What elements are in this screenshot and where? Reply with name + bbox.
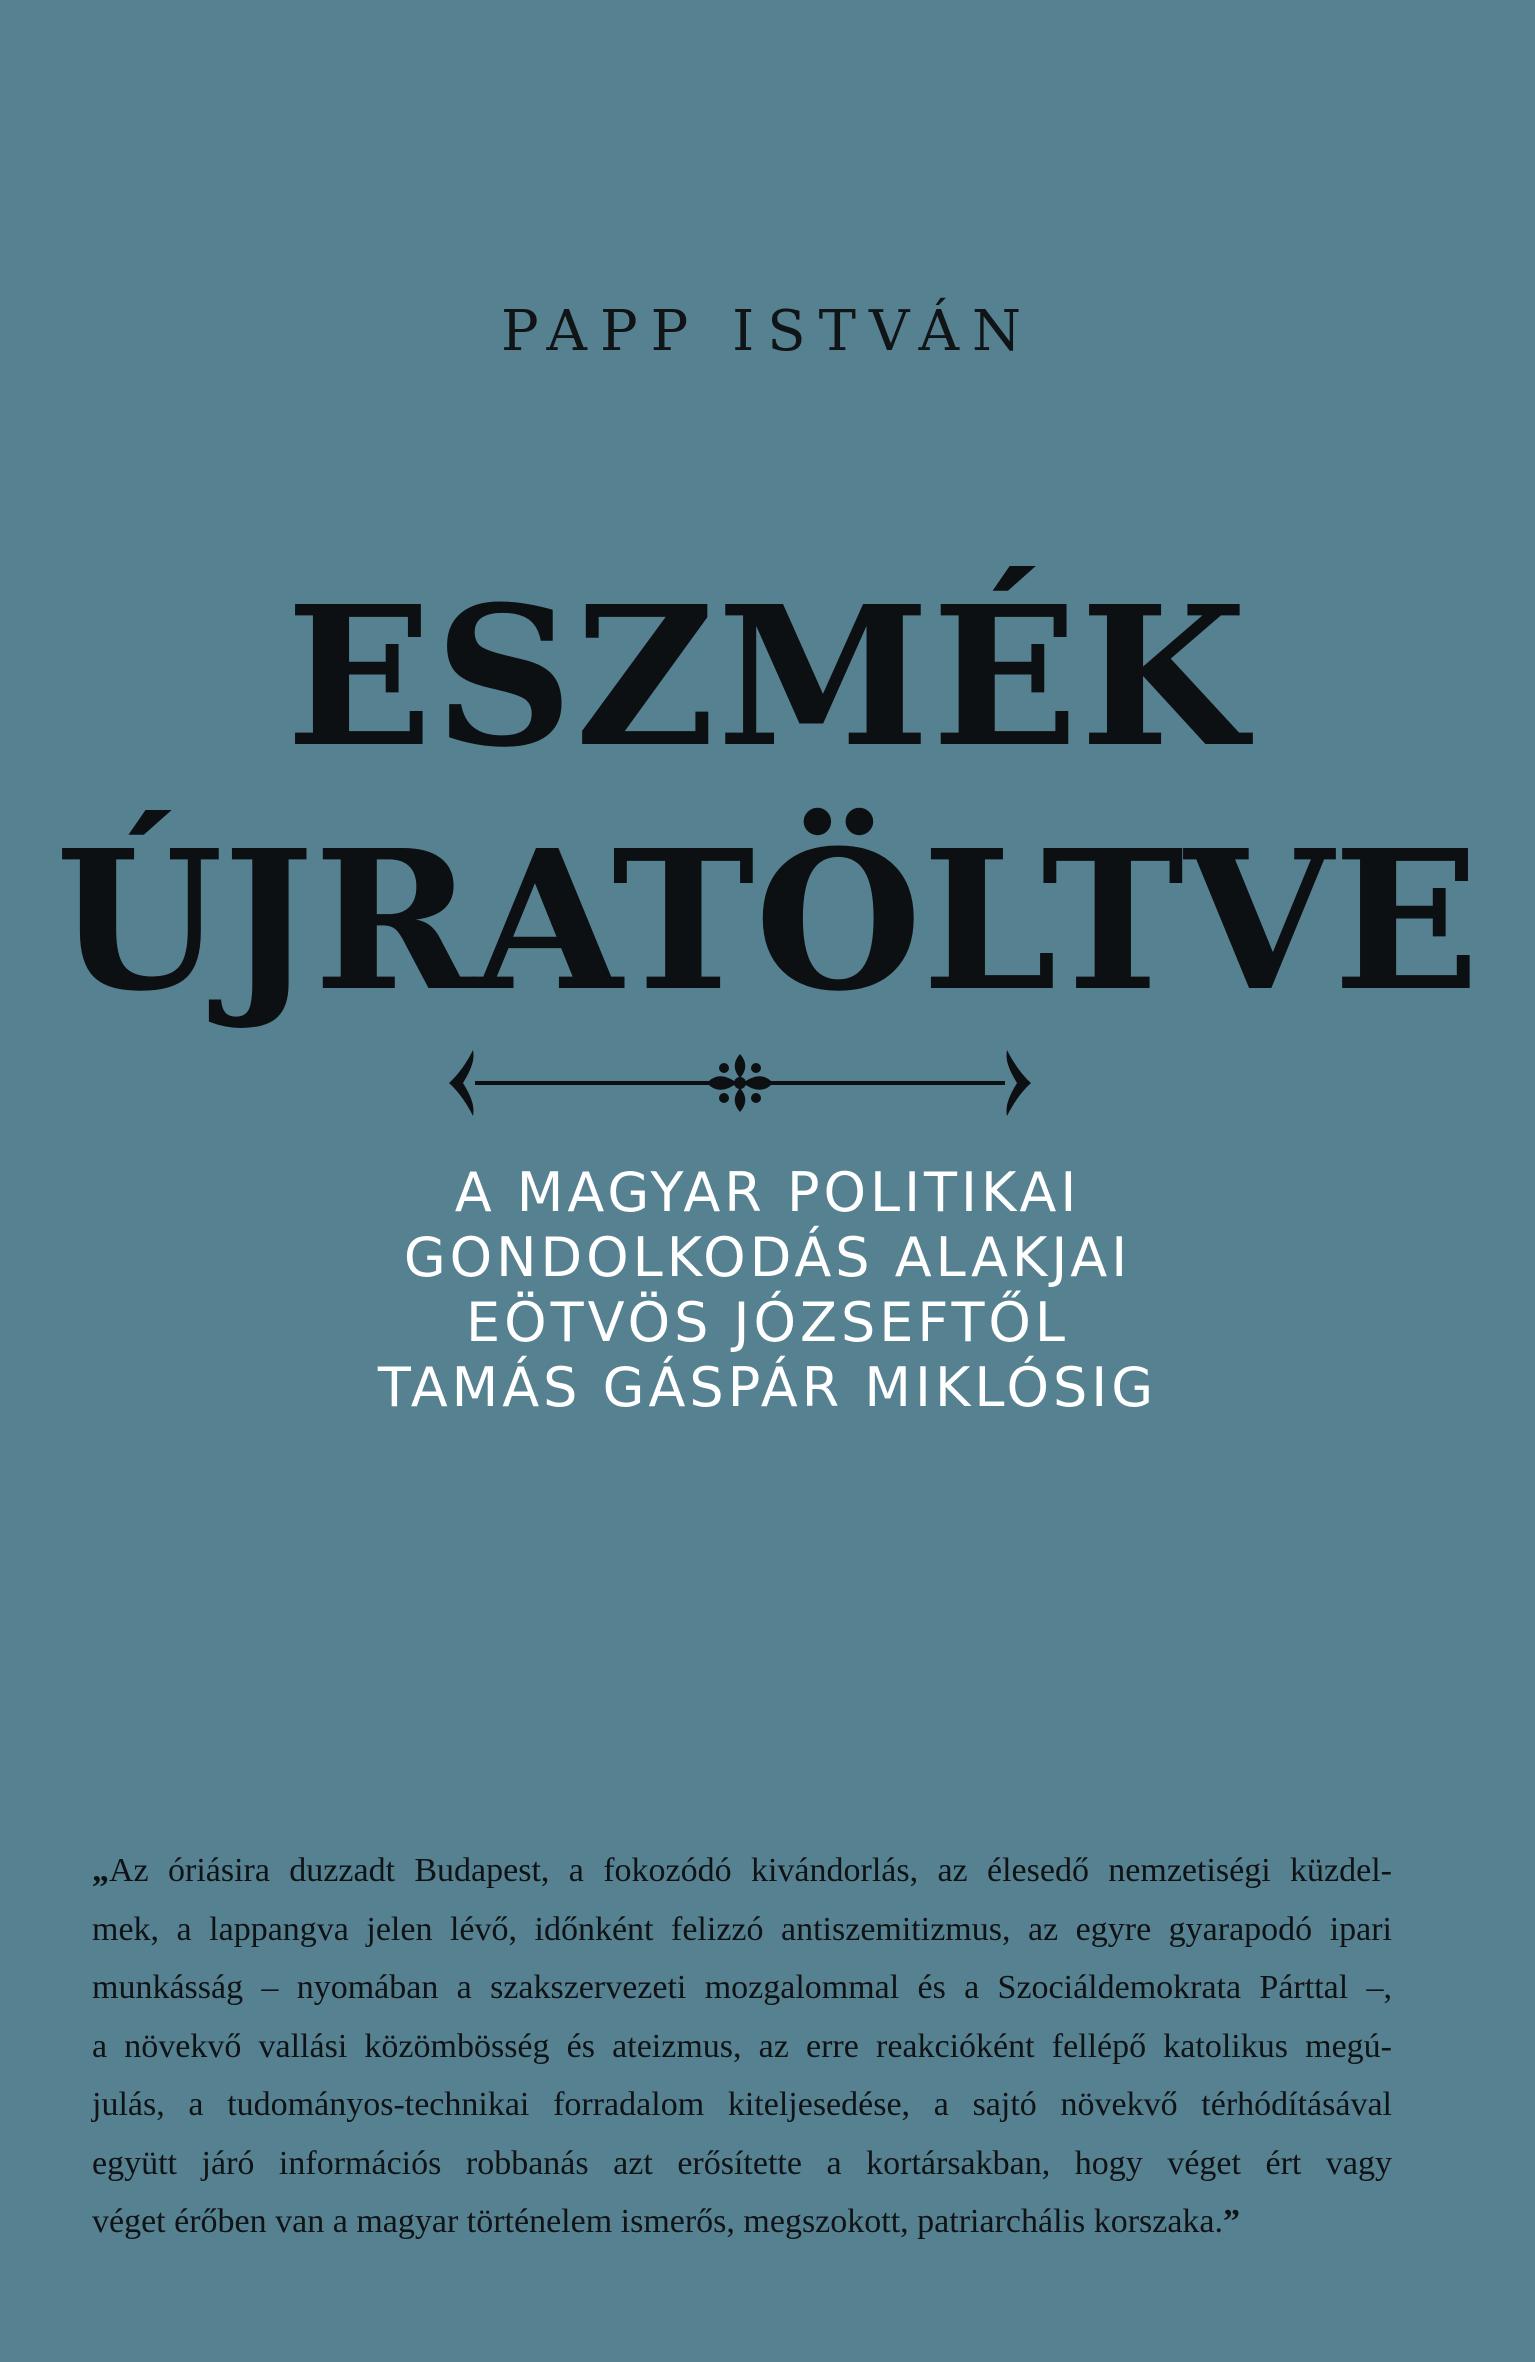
title-line-2: ÚJRATÖLTVE xyxy=(55,809,1480,1034)
quote-line: mek, a lappangva jelen lévő, időnként felizzó antiszemitizmus, az egyre gyarapodó ipari xyxy=(92,1910,1392,1948)
quote-line-text: Az óriásira duzzadt Budapest, a fokozódó kivándorlás, az élesedő nemzetiségi küzdel- xyxy=(109,1852,1392,1889)
quote-open-mark: „ xyxy=(92,1852,109,1889)
quote-line-text: véget érőben van a magyar történelem ismerős, megszokott, patriarchális korszaka. xyxy=(92,2203,1224,2240)
fleuron-divider-icon xyxy=(445,1048,1035,1118)
quote-line: munkásság – nyomában a szakszervezeti mozgalommal és a Szociáldemokrata Párttal –, xyxy=(92,1969,1392,2006)
quote-line: a növekvő vallási közömbösség és ateizmus, az erre reakcióként fellépő katolikus megú- xyxy=(92,2027,1392,2065)
back-quote xyxy=(92,1842,1392,2252)
subtitle xyxy=(0,1160,1535,1420)
quote-line xyxy=(92,2193,1392,2252)
quote-line: együtt járó információs robbanás azt erősítette a kortársakban, hogy véget ért vagy xyxy=(92,2144,1392,2182)
title-line-1: ESZMÉK xyxy=(286,565,1249,790)
quote-line: julás, a tudományos-technikai forradalom kiteljesedése, a sajtó növekvő térhódításával xyxy=(92,2086,1392,2123)
author-name: PAPP ISTVÁN xyxy=(500,299,1035,364)
subtitle-line: EÖTVÖS JÓZSEFTŐL xyxy=(465,1291,1070,1354)
subtitle-line: A MAGYAR POLITIKAI xyxy=(454,1161,1081,1224)
quote-close-mark: ” xyxy=(1223,2203,1241,2240)
subtitle-line: TAMÁS GÁSPÁR MIKLÓSIG xyxy=(377,1356,1158,1419)
subtitle-line: GONDOLKODÁS ALAKJAI xyxy=(403,1226,1132,1289)
quote-line xyxy=(92,1842,1392,1901)
